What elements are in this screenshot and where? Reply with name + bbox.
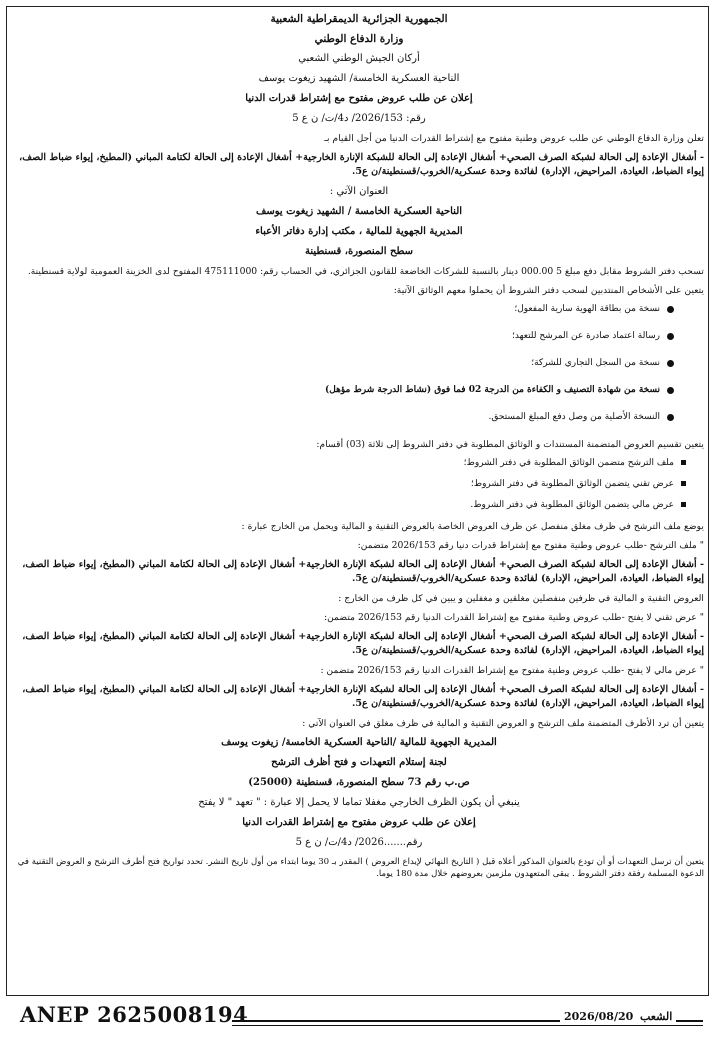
ministry-title: وزارة الدفاع الوطني (314, 33, 404, 45)
list-item: نسخة من بطاقة الهوية سارية المفعول؛ (14, 303, 674, 316)
send-intro: يتعين أن ترد الأظرف المتضمنة ملف الترشح و العروض التقنية و المالية في ظرف مغلق في العنوان الآتي : (302, 718, 704, 729)
list-item: النسخة الأصلية من وصل دفع المبلغ المستحق. (14, 411, 674, 424)
send-address-1: المديرية الجهوية للمالية /الناحية العسكرية الخامسة/ زيغوت يوسف (221, 737, 497, 748)
payment-paragraph: تسحب دفتر الشروط مقابل دفع مبلغ 5 000.00 دينار بالنسبة للشركات الخاضعة للقانون الجزائري، في الحساب رقم: 475111000 المفتوح لدى الخزينة العمومية لولاية قسنطينة. (27, 266, 704, 277)
list-item: نسخة من شهادة التصنيف و الكفاءة من الدرجة 02 فما فوق (نشاط الدرجة شرط مؤهل) (14, 384, 674, 397)
documents-intro: يتعين على الأشخاص المنتدبين لسحب دفتر الشروط أن يحملوا معهم الوثائق الآتية: (393, 285, 704, 296)
project-description: - أشغال الإعادة إلى الحالة لشبكة الصرف الصحي+ أشغال الإعادة إلى الحالة للشبكة الإنارة الخارجية+ أشغال الإعادة إلى الحالة لكتامة المباني (المطبخ، إيواء ضباط الصف، إيواء الضباط، العيادة، المراحيض، الإدارة) لفائدة وحدة عسكرية/الخروب/قسنطينة/ن ع5. (19, 152, 704, 177)
bullet-icon (667, 306, 674, 313)
military-region-title: الناحية العسكرية الخامسة/ الشهيد زيغوت يوسف (258, 73, 460, 84)
tender-title: إعلان عن طلب عروض مفتوح مع إشتراط قدرات الدنيا (245, 93, 473, 104)
list-item: ملف الترشح متضمن الوثائق المطلوبة في دفتر الشروط؛ (14, 457, 686, 470)
republic-title: الجمهورية الجزائرية الديمقراطية الشعبية (270, 13, 448, 25)
list-item: نسخة من السجل التجاري للشركة؛ (14, 357, 674, 370)
newspaper-name: الشعب (636, 1010, 676, 1023)
split-intro: يتعين تقسيم العروض المتضمنة المستندات و الوثائق المطلوبة في دفتر الشروط إلى ثلاثة (03) أقسام: (316, 439, 704, 450)
footer-rule-thin (232, 1025, 703, 1026)
publication-date: 2026/08/20 (560, 1010, 637, 1023)
project-description-4: - أشغال الإعادة إلى الحالة لشبكة الصرف الصحي+ أشغال الإعادة إلى الحالة لشبكة الإنارة الخارجية+ أشغال الإعادة إلى الحالة لكتامة المباني (المطبخ، إيواء ضباط الصف، إيواء الضباط، العيادة، المراحيض، الإدارة) لفائدة وحدة عسكرية/الخروب/قسنطينة/ن ع5. (22, 684, 704, 709)
intro-paragraph: تعلن وزارة الدفاع الوطني عن طلب عروض وطنية مفتوح مع إشتراط القدرات الدنيا من أجل القيام بـ (324, 133, 704, 144)
candidacy-intro: يوضع ملف الترشح في ظرف مغلق منفصل عن ظرف العروض الخاصة بالعروض التقنية و المالية ويحمل من الخارج عبارة : (241, 521, 704, 532)
square-bullet-icon (681, 502, 686, 507)
candidacy-label: " ملف الترشح -طلب عروض وطنية مفتوح مع إشتراط قدرات دنيا رقم 2026/153 متضمن: (357, 540, 704, 551)
list-item: عرض تقني يتضمن الوثائق المطلوبة في دفتر الشروط؛ (14, 478, 686, 491)
financial-offer-label: " عرض مالي لا يفتح -طلب عروض وطنية مفتوح مع إشتراط القدرات الدنيا رقم 2026/153 متضمن : (320, 665, 704, 676)
bullet-icon (667, 333, 674, 340)
address-line-2: المديرية الجهوية للمالية ، مكتب إدارة دفاتر الأعباء (255, 226, 463, 237)
send-address-3: ص.ب رقم 73 سطح المنصورة، قسنطينة (25000) (248, 777, 470, 788)
bullet-icon (667, 360, 674, 367)
address-intro: العنوان الآتي : (329, 186, 389, 197)
outer-envelope-number: رقم.......2026/ د4/ت/ ن ع 5 (295, 837, 423, 848)
offers-intro: العروض التقنية و المالية في ظرفين منفصلين مغلقين و مغفلين و يبين في كل ظرف من الخارج : (338, 593, 704, 604)
deadline-paragraph: يتعين أن ترسل التعهدات أو أن تودع بالعنوان المذكور أعلاه قبل ( التاريخ النهائي لإيداع العروض ) المقدر بـ 30 يوما ابتداء من أول تاريخ النشر. تحدد تواريخ فتح أظرف الترشح و العروض التقنية في الدعوة المسلمة رفقة دفتر الشروط . يبقى المتعهدون ملزمين بعروضهم خلال مدة 180 يوما. (17, 857, 704, 879)
army-staff-title: أركان الجيش الوطني الشعبي (298, 53, 420, 64)
list-item: رسالة اعتماد صادرة عن المرشح للتعهد؛ (14, 330, 674, 343)
square-bullet-icon (681, 460, 686, 465)
tender-number: رقم: 2026/153/ د4/ت/ ن ع 5 (292, 113, 426, 124)
project-description-2: - أشغال الإعادة إلى الحالة لشبكة الصرف الصحي+ أشغال الإعادة إلى الحالة لشبكة الإنارة الخارجية+ أشغال الإعادة إلى الحالة لكتامة المباني (المطبخ، إيواء ضباط الصف، إيواء الضباط، العيادة، المراحيض، الإدارة) لفائدة وحدة عسكرية/الخروب/قسنطينة/ن ع5. (22, 559, 704, 584)
bullet-icon (667, 414, 674, 421)
square-bullet-icon (681, 481, 686, 486)
address-line-1: الناحية العسكرية الخامسة / الشهيد زيغوت يوسف (255, 206, 463, 217)
address-line-3: سطح المنصورة، قسنطينة (304, 246, 414, 257)
technical-offer-label: " عرض تقني لا يفتح -طلب عروض وطنية مفتوح مع إشتراط القدرات الدنيا رقم 2026/153 متضمن: (323, 612, 704, 623)
outer-envelope-note: ينبغي أن يكون الظرف الخارجي مغفلا تماما لا يحمل إلا عبارة : " تعهد " لا يفتح (198, 797, 520, 808)
page-footer (0, 998, 717, 1042)
bullet-icon (667, 387, 674, 394)
offer-sections-list (14, 457, 704, 512)
anep-reference: ANEP 2625008194 (20, 1002, 249, 1027)
list-item: عرض مالي يتضمن الوثائق المطلوبة في دفتر الشروط. (14, 499, 686, 512)
required-documents-list (14, 303, 704, 424)
send-address-2: لجنة إستلام التعهدات و فتح أظرف الترشح (271, 757, 447, 768)
announcement-page (14, 12, 704, 886)
project-description-3: - أشغال الإعادة إلى الحالة لشبكة الصرف الصحي+ أشغال الإعادة إلى الحالة لشبكة الإنارة الخارجية+ أشغال الإعادة إلى الحالة لكتامة المباني (المطبخ، إيواء ضباط الصف، إيواء الضباط، العيادة، المراحيض، الإدارة) لفائدة وحدة عسكرية/الخروب/قسنطينة/ن ع5. (22, 631, 704, 656)
outer-envelope-title: إعلان عن طلب عروض مفتوح مع إشتراط القدرات الدنيا (242, 817, 476, 828)
